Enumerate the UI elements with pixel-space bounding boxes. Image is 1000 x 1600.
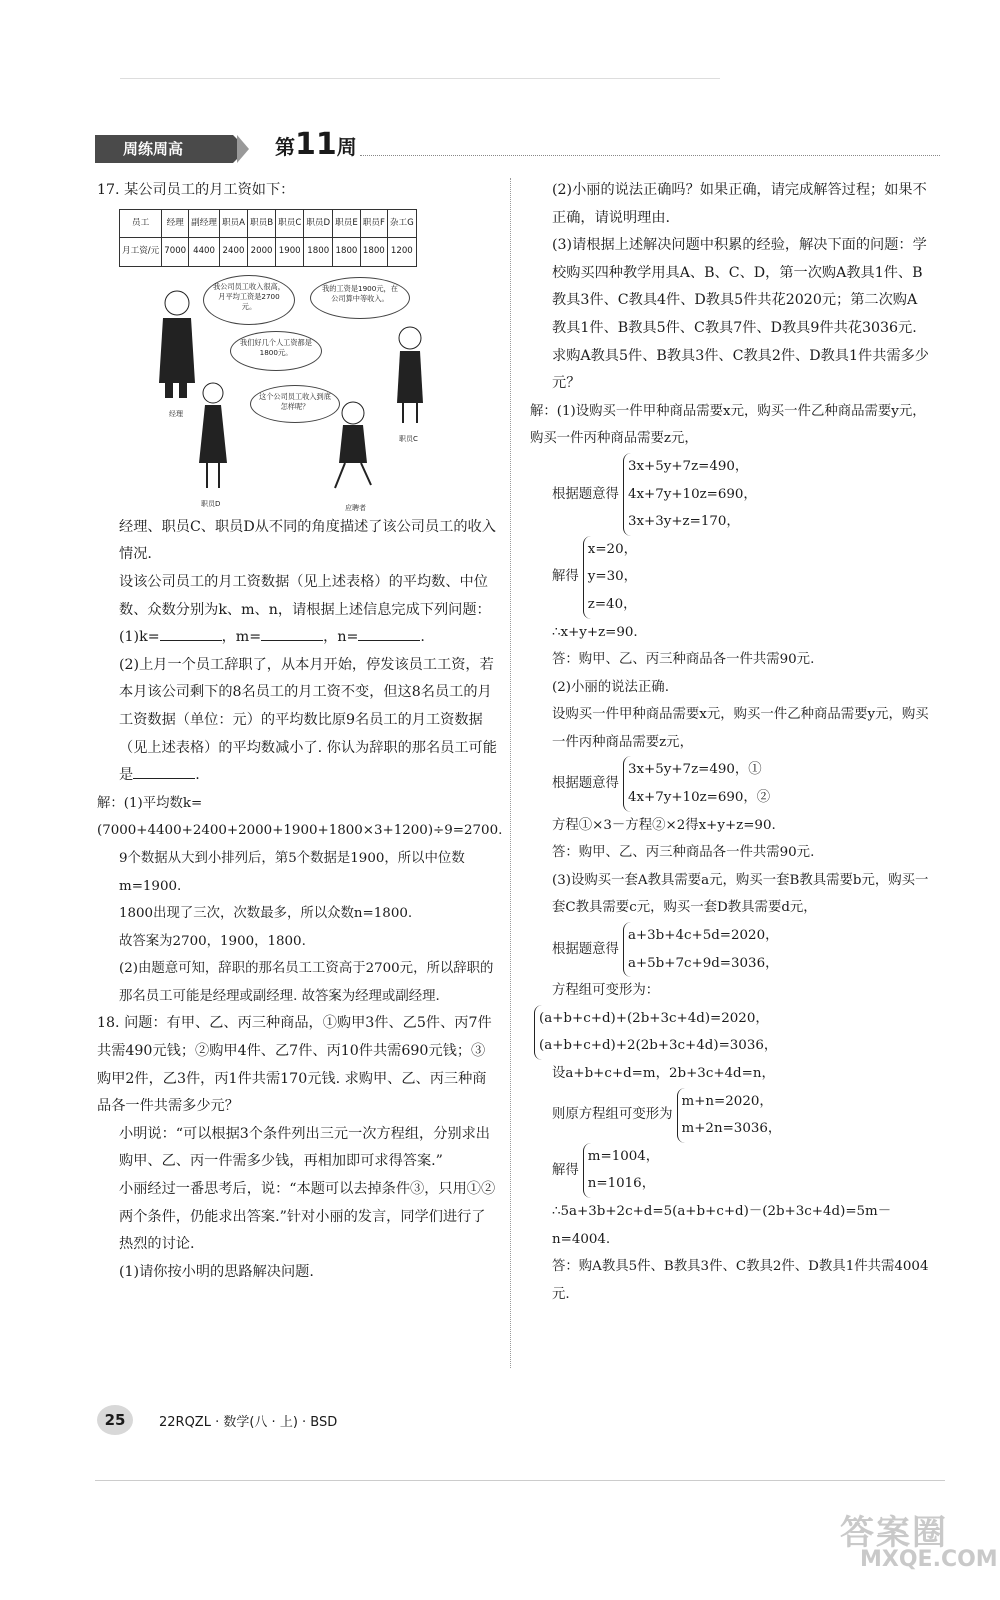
footer: [97, 1405, 497, 1435]
q18-part-1: (1)请你按小明的思路解决问题.: [119, 1263, 314, 1280]
equation: 4x+7y+10z=690，: [627, 486, 757, 502]
equation: 4x+7y+10z=690，②: [627, 790, 771, 806]
system-1: [530, 453, 930, 536]
table-cell: 1200: [387, 238, 416, 267]
q17-solution-3: 1800出现了三次，次数最多，所以众数n=1800.: [119, 906, 413, 922]
table-cell: 职员A: [219, 209, 247, 238]
salary-table: [119, 209, 417, 267]
equation: x=20，: [587, 541, 637, 557]
column-separator: [510, 178, 511, 1368]
q18-answer-10: 设a+b+c+d=m，2b+3c+4d=n，: [552, 1066, 775, 1081]
q18-answer-12: 答：购A教具5件、B教具3件、C教具2件、D教具1件共需4004元.: [552, 1259, 929, 1302]
solution-2: [530, 1143, 930, 1198]
answer-blank: [133, 764, 195, 779]
q17-part-2: [97, 652, 497, 790]
q18-answer-1: 解：(1)设购买一件甲种商品需要x元，购买一件乙种商品需要y元，购买一件丙种商品需要z元，: [530, 403, 926, 447]
label: 根据题意得: [552, 486, 619, 502]
equation-brace: [583, 1143, 659, 1198]
section-tag: 周练周高: [95, 135, 233, 163]
q17-intro: 17. 某公司员工的月工资如下：: [97, 182, 295, 198]
text: .: [195, 767, 200, 784]
left-column: [97, 177, 503, 1286]
table-cell: 职员E: [333, 209, 361, 238]
equation: a+5b+7c+9d=3036，: [627, 955, 779, 971]
cartoon-illustration: [155, 273, 455, 512]
header: [95, 127, 945, 165]
manager-label: 经理: [169, 409, 183, 418]
system-3: [530, 922, 930, 977]
q17-para-2: 设该公司员工的月工资数据（见上述表格）的平均数、中位数、众数分别为k、m、n，请根据上述信息完成下列问题：: [119, 573, 491, 618]
q17-para-1: 经理、职员C、职员D从不同的角度描述了该公司员工的收入情况.: [119, 518, 496, 563]
applicant-bubble: 这个公司员工收入到底怎样呢？: [250, 385, 340, 423]
system-2: [530, 756, 930, 811]
watermark-text: 答案圈: [840, 1513, 948, 1553]
equation-brace: [583, 536, 637, 619]
watermark-logo: [840, 1505, 998, 1572]
clerk-c-bubble: 我的工资是1900元，在公司算中等收入。: [310, 277, 410, 319]
page-number: 25: [97, 1405, 133, 1435]
equation: n=1016，: [587, 1176, 656, 1192]
q18-xiaoming: 小明说：“可以根据3个条件列出三元一次方程组，分别求出购甲、乙、丙一件需多少钱，再相加即可求得答案.”: [119, 1125, 490, 1170]
equation: 3x+5y+7z=490，: [627, 458, 749, 474]
q18-answer-9: 方程组可变形为：: [552, 983, 660, 999]
applicant-label: 应聘者: [345, 503, 366, 512]
table-row: [120, 238, 417, 267]
label: 根据题意得: [552, 776, 619, 792]
q18-xiaoli: 小丽经过一番思考后，说：“本题可以去掉条件③，只用①②两个条件，仍能求出答案.”针对小丽的发言，同学们进行了热烈的讨论.: [119, 1181, 496, 1253]
text: ，m=: [221, 629, 262, 646]
q17-solution-4: 故答案为2700，1900，1800.: [119, 933, 306, 949]
answer-blank: [160, 626, 222, 641]
watermark-url: MXQE.COM: [860, 1547, 998, 1572]
q18-part-2: (2)小丽的说法正确吗？如果正确，请完成解答过程；如果不正确，请说明理由.: [552, 182, 927, 226]
label: 解得: [552, 569, 579, 585]
clerk-c-label: 职员C: [399, 434, 418, 443]
q18-answer-2: ∴x+y+z=90.: [552, 624, 638, 640]
week-title: [275, 127, 357, 162]
right-column: [530, 177, 930, 1308]
q17-part-1: [97, 624, 497, 652]
q18-answer-8: (3)设购买一套A教具需要a元，购买一套B教具需要b元，购买一套C教具需要c元，购买一套D教具需要d元，: [552, 872, 929, 916]
answer-blank: [261, 626, 323, 641]
equation: 3x+3y+z=170，: [627, 514, 740, 530]
equation-brace: [534, 1005, 777, 1060]
text: (2)上月一个员工辞职了，从本月开始，停发该员工工资，若本月该公司剩下的8名员工的月工资不变，但这8名员工的月工资数据（单位：元）的平均数比原9名员工的月工资数据（见上述表格）的平均数减小了. 你认为辞职的那名员工可能是: [119, 656, 497, 784]
label: 根据题意得: [552, 941, 619, 957]
table-cell: 杂工G: [387, 209, 416, 238]
clerk-d-bubble: 我们好几个人工资都是1800元。: [230, 331, 322, 371]
table-row: [120, 209, 417, 238]
equation: m+2n=3036，: [681, 1121, 782, 1137]
manager-bubble: 我公司员工收入很高，月平均工资是2700元。: [203, 275, 295, 325]
text: (1)k=: [119, 629, 160, 646]
tag-arrow-icon: [237, 135, 249, 163]
equation: z=40，: [587, 596, 637, 612]
table-cell: 经理: [162, 209, 189, 238]
q18-answer-3: 答：购甲、乙、丙三种商品各一件共需90元.: [552, 652, 815, 668]
system-4: [530, 1005, 930, 1060]
q18-answer-7: 答：购甲、乙、丙三种商品各一件共需90元.: [552, 845, 815, 861]
clerk-d-label: 职员D: [201, 499, 221, 508]
table-cell: 月工资/元: [120, 238, 162, 267]
solution-1: [530, 536, 930, 619]
q18-answer-4: (2)小丽的说法正确.: [552, 679, 669, 695]
equation-brace: [623, 453, 757, 536]
week-prefix: 第: [275, 135, 295, 159]
week-suffix: 周: [336, 135, 357, 159]
system-5: [530, 1088, 930, 1143]
label: 则原方程组可变形为: [552, 1107, 673, 1123]
answer-blank: [358, 626, 420, 641]
table-cell: 7000: [162, 238, 189, 267]
week-number: 11: [295, 127, 337, 162]
equation: 3x+5y+7z=490，①: [627, 762, 762, 778]
text: ，n=: [323, 629, 359, 646]
q18-part-3: (3)请根据上述解决问题中积累的经验，解决下面的问题：学校购买四种教学用具A、B、C、D，第一次购A教具1件、B教具3件、C教具4件、D教具5件共花2020元；第二次购A教具1件、B教具5件、C教具7件、D教具9件共花3036元. 求购A教具5件、B教具3件、C教具2件、D教具1件共需多少元？: [552, 237, 929, 392]
equation: m+n=2020，: [681, 1093, 773, 1109]
q18-answer-5: 设购买一件甲种商品需要x元，购买一件乙种商品需要y元，购买一件丙种商品需要z元，: [552, 707, 929, 750]
equation-brace: [623, 922, 779, 977]
equation: m=1004，: [587, 1148, 660, 1164]
equation: (a+b+c+d)+(2b+3c+4d)=2020，: [539, 1010, 769, 1026]
equation: (a+b+c+d)+2(2b+3c+4d)=3036，: [539, 1038, 778, 1054]
table-cell: 4400: [189, 238, 220, 267]
top-rule: [120, 78, 720, 79]
table-cell: 职员B: [248, 209, 276, 238]
bottom-rule: [95, 1480, 945, 1481]
q17-solution-1: 解：(1)平均数k=(7000+4400+2400+2000+1900+1800×3+1200)÷9=2700.: [97, 795, 503, 839]
q17-solution-2: 9个数据从大到小排列后，第5个数据是1900，所以中位数m=1900.: [119, 850, 465, 894]
table-cell: 员工: [120, 209, 162, 238]
equation: y=30，: [587, 569, 637, 585]
q18-problem: 18. 问题：有甲、乙、丙三种商品，①购甲3件、乙5件、丙7件共需490元钱；②购甲4件、乙7件、丙10件共需690元钱；③购甲2件，乙3件，丙1件共需170元钱. 求购甲、乙、丙三种商品各一件共需多少元？: [97, 1015, 492, 1115]
table-cell: 2400: [219, 238, 247, 267]
table-cell: 1800: [304, 238, 333, 267]
q17-solution-5: (2)由题意可知，辞职的那名员工工资高于2700元，所以辞职的那名员工可能是经理或副经理. 故答案为经理或副经理.: [119, 961, 494, 1004]
footer-text: 22RQZL · 数学(八 · 上) · BSD: [159, 1415, 338, 1430]
q18-answer-11: ∴5a+3b+2c+d=5(a+b+c+d)－(2b+3c+4d)=5m－n=4004.: [552, 1203, 892, 1247]
equation-brace: [677, 1088, 782, 1143]
table-cell: 副经理: [189, 209, 220, 238]
table-cell: 1800: [333, 238, 361, 267]
table-cell: 职员D: [304, 209, 333, 238]
q18-answer-6: 方程①×3－方程②×2得x+y+z=90.: [552, 817, 776, 833]
table-cell: 1900: [276, 238, 304, 267]
table-cell: 2000: [248, 238, 276, 267]
table-cell: 1800: [360, 238, 387, 267]
table-cell: 职员C: [276, 209, 304, 238]
label: 解得: [552, 1162, 579, 1178]
equation-brace: [623, 756, 770, 811]
header-dotted-rule: [360, 155, 940, 156]
text: .: [420, 629, 425, 646]
equation: a+3b+4c+5d=2020，: [627, 928, 779, 944]
table-cell: 职员F: [360, 209, 387, 238]
